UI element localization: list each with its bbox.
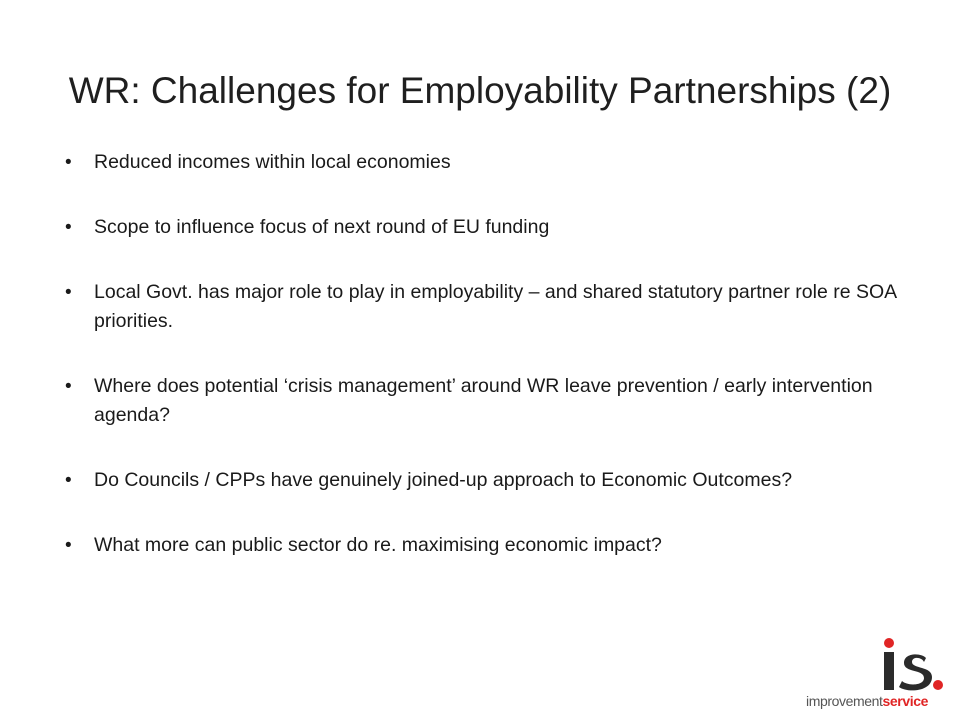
bullet-marker: • xyxy=(65,282,72,303)
logo-word-service: service xyxy=(882,693,928,709)
bullet-text: Reduced incomes within local economies xyxy=(94,151,451,173)
slide-title: WR: Challenges for Employability Partnerships (2) xyxy=(68,70,892,111)
logo-word-improvement: improvement xyxy=(806,693,883,709)
logo-wordmark xyxy=(806,692,946,710)
bullet-marker: • xyxy=(65,376,72,397)
bullet-item xyxy=(62,531,922,560)
bullet-text: Where does potential ‘crisis management’ around WR leave prevention / early intervention agenda? xyxy=(94,375,873,426)
bullet-item xyxy=(62,278,922,336)
bullet-marker: • xyxy=(65,217,72,238)
bullet-text: Do Councils / CPPs have genuinely joined-up approach to Economic Outcomes? xyxy=(94,469,793,491)
bullet-text: Scope to influence focus of next round of EU funding xyxy=(94,216,550,238)
bullet-item xyxy=(62,372,922,430)
bullet-marker: • xyxy=(65,535,72,556)
bullet-item xyxy=(62,466,922,495)
bullet-item xyxy=(62,213,922,242)
improvement-service-logo xyxy=(806,636,946,714)
bullet-text: Local Govt. has major role to play in employability – and shared statutory partner role re SOA priorities. xyxy=(94,281,897,332)
bullet-marker: • xyxy=(65,470,72,491)
bullet-item xyxy=(62,148,922,177)
bullet-text: What more can public sector do re. maximising economic impact? xyxy=(94,534,662,556)
bullet-list xyxy=(62,148,922,560)
bullet-marker: • xyxy=(65,152,72,173)
is-logo-mark xyxy=(880,636,944,692)
